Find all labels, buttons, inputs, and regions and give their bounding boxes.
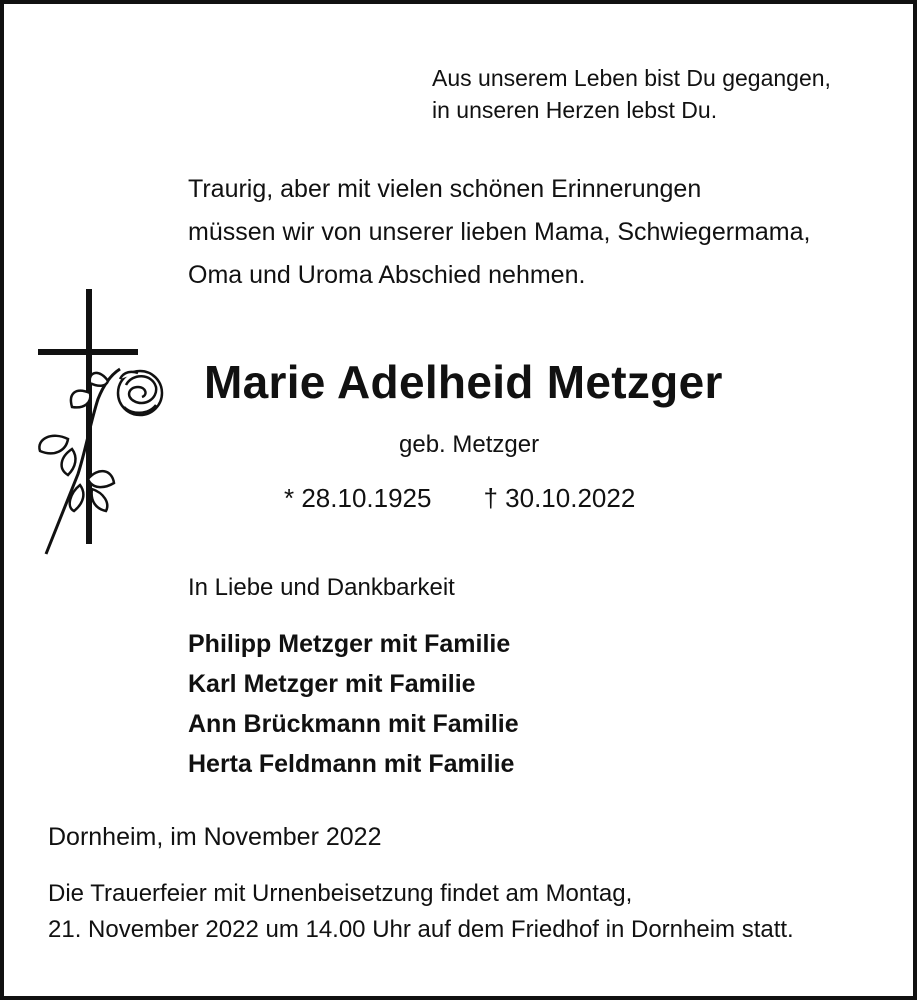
maiden-name: geb. Metzger	[399, 431, 540, 458]
mourners-intro: In Liebe und Dankbarkeit	[188, 574, 455, 601]
intro-line-3: Oma und Uroma Abschied nehmen.	[188, 261, 586, 289]
death-date: † 30.10.2022	[483, 483, 636, 513]
mourners-list	[188, 624, 519, 784]
motto-line-2: in unseren Herzen lebst Du.	[432, 97, 718, 123]
mourner-name: Herta Feldmann mit Familie	[188, 750, 515, 778]
mourner-name: Karl Metzger mit Familie	[188, 670, 476, 698]
life-dates	[284, 479, 635, 517]
intro-text	[188, 168, 810, 297]
service-line-1: Die Trauerfeier mit Urnenbeisetzung findet am Montag,	[48, 880, 633, 907]
intro-line-1: Traurig, aber mit vielen schönen Erinnerungen	[188, 175, 702, 203]
motto	[432, 62, 831, 126]
place-and-date: Dornheim, im November 2022	[48, 823, 382, 851]
motto-line-1: Aus unserem Leben bist Du gegangen,	[432, 65, 831, 91]
service-line-2: 21. November 2022 um 14.00 Uhr auf dem Friedhof in Dornheim statt.	[48, 916, 794, 943]
mourner-name: Philipp Metzger mit Familie	[188, 630, 511, 658]
service-info	[48, 876, 794, 948]
mourner-name: Ann Brückmann mit Familie	[188, 710, 519, 738]
intro-line-2: müssen wir von unserer lieben Mama, Schwiegermama,	[188, 218, 811, 246]
deceased-name: Marie Adelheid Metzger	[204, 356, 723, 408]
birth-date: * 28.10.1925	[284, 483, 432, 513]
cross-with-rose-icon	[28, 289, 168, 559]
